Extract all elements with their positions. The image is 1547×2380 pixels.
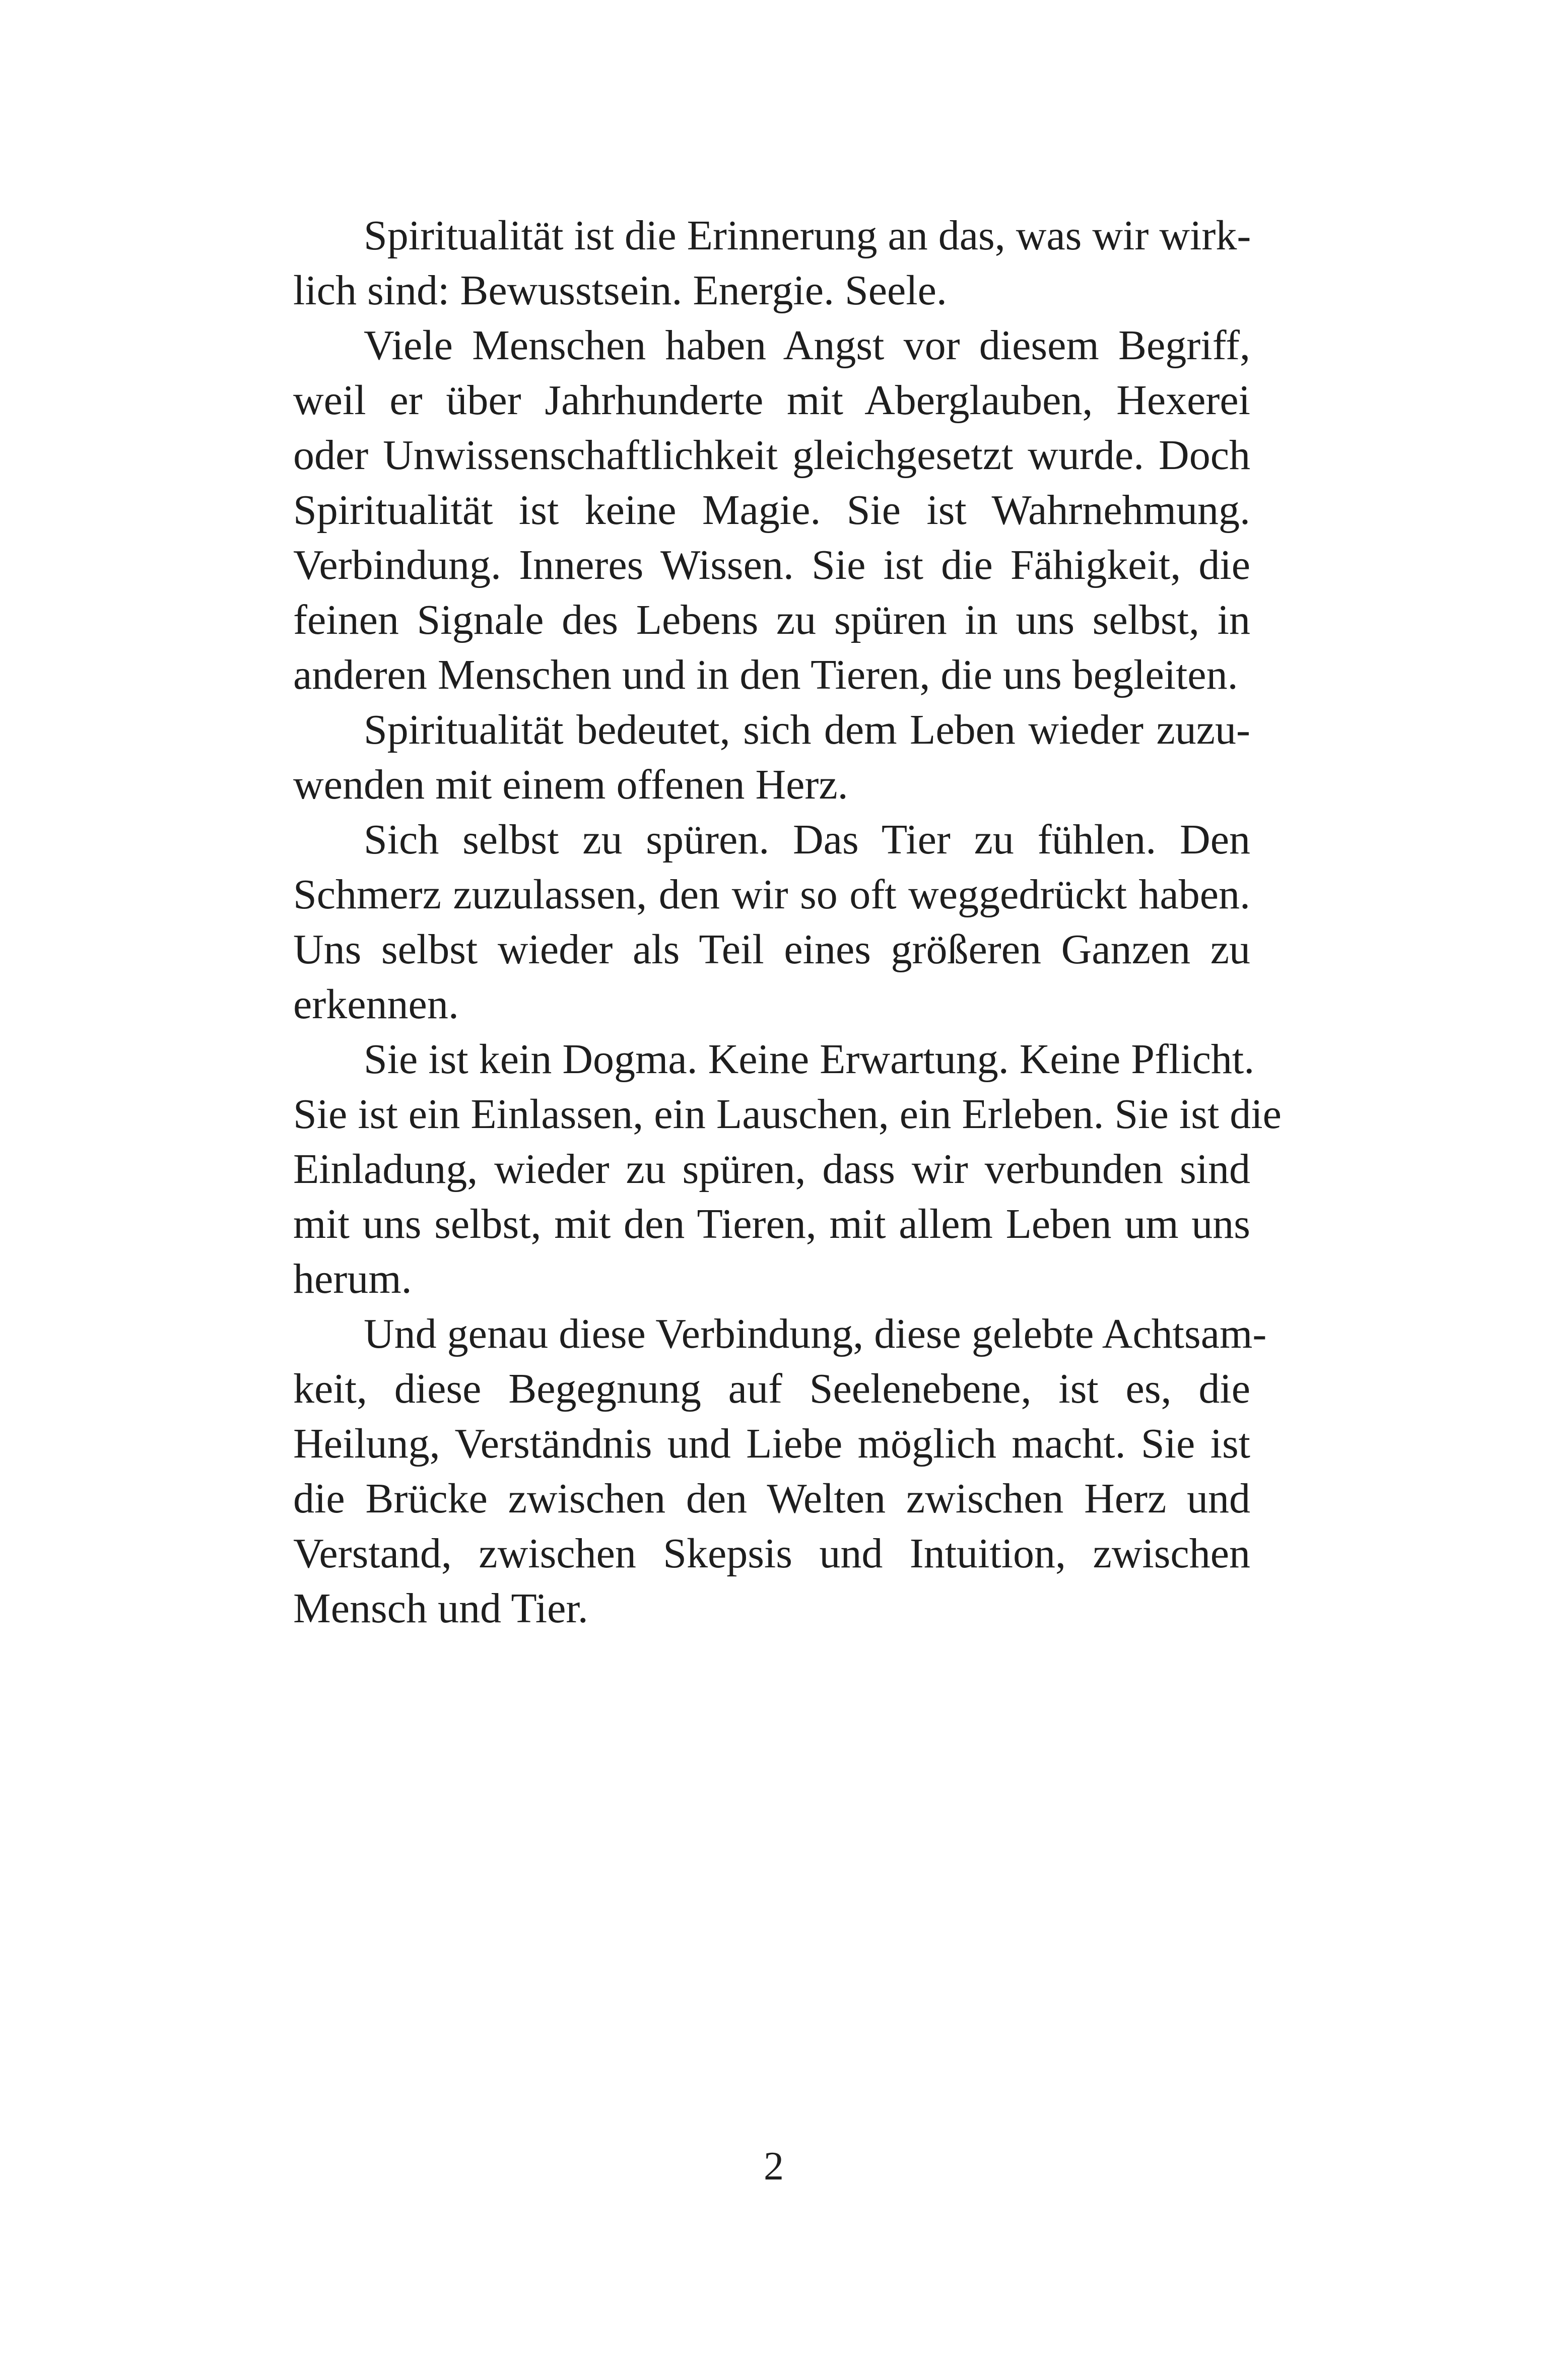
text-line: Sie ist ein Einlassen, ein Lauschen, ein Erleben. Sie ist die bbox=[293, 1091, 1282, 1138]
text-line: oder Unwissenschaftlichkeit gleichgesetzt wurde. Doch bbox=[293, 432, 1250, 479]
text-line: erkennen. bbox=[293, 981, 459, 1028]
text-line: Sich selbst zu spüren. Das Tier zu fühlen. Den bbox=[364, 816, 1250, 863]
text-line: feinen Signale des Lebens zu spüren in uns selbst, in bbox=[293, 597, 1250, 643]
text-line: Spiritualität ist keine Magie. Sie ist Wahrnehmung. bbox=[293, 487, 1250, 534]
text-line: herum. bbox=[293, 1255, 412, 1302]
text-line: Spiritualität ist die Erinnerung an das, was wir wirk- bbox=[364, 212, 1251, 259]
text-line: Viele Menschen haben Angst vor diesem Begriff, bbox=[364, 322, 1250, 369]
text-line: Sie ist kein Dogma. Keine Erwartung. Keine Pflicht. bbox=[364, 1036, 1255, 1083]
text-line: Heilung, Verständnis und Liebe möglich macht. Sie ist bbox=[293, 1420, 1250, 1467]
text-line: Schmerz zuzulassen, den wir so oft weggedrückt haben. bbox=[293, 871, 1250, 918]
text-line: die Brücke zwischen den Welten zwischen Herz und bbox=[293, 1475, 1250, 1522]
text-line: anderen Menschen und in den Tieren, die uns begleiten. bbox=[293, 651, 1238, 698]
text-line: weil er über Jahrhunderte mit Aberglauben, Hexerei bbox=[293, 377, 1250, 424]
text-line: Einladung, wieder zu spüren, dass wir verbunden sind bbox=[293, 1146, 1250, 1193]
text-line: lich sind: Bewusstsein. Energie. Seele. bbox=[293, 267, 947, 314]
text-line: Uns selbst wieder als Teil eines größeren Ganzen zu bbox=[293, 926, 1250, 973]
page-number: 2 bbox=[764, 2144, 784, 2189]
text-line: Verbindung. Inneres Wissen. Sie ist die Fähigkeit, die bbox=[293, 542, 1250, 588]
text-line: Und genau diese Verbindung, diese gelebte Achtsam- bbox=[364, 1310, 1267, 1357]
text-line: Spiritualität bedeutet, sich dem Leben wieder zuzu- bbox=[364, 706, 1250, 753]
text-line: Verstand, zwischen Skepsis und Intuition, zwischen bbox=[293, 1530, 1250, 1577]
text-line: keit, diese Begegnung auf Seelenebene, ist es, die bbox=[293, 1365, 1250, 1412]
text-line: mit uns selbst, mit den Tieren, mit allem Leben um uns bbox=[293, 1201, 1250, 1247]
text-line: wenden mit einem offenen Herz. bbox=[293, 761, 848, 808]
text-line: Mensch und Tier. bbox=[293, 1585, 588, 1632]
